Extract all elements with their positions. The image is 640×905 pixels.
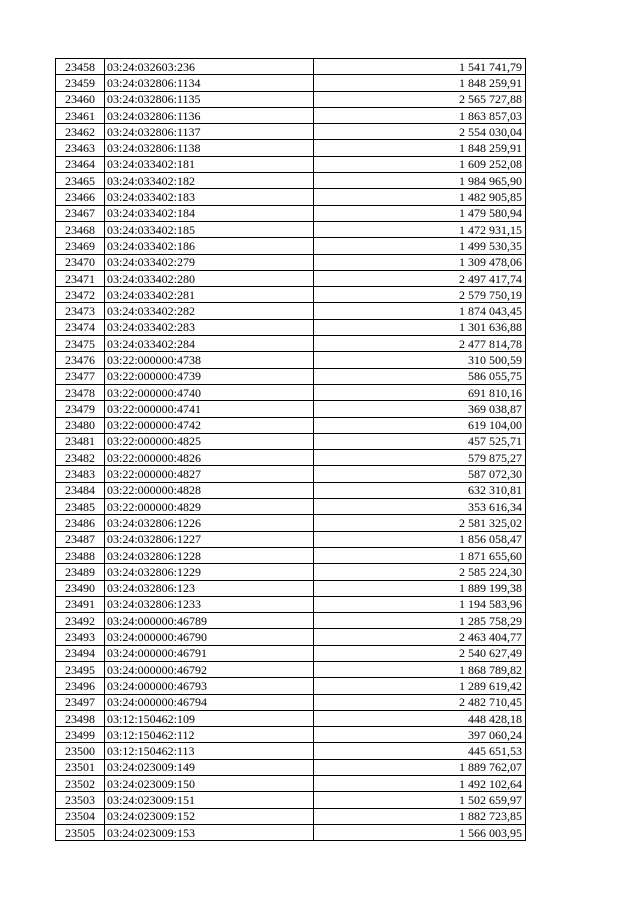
cadastral-value: 1 309 478,06: [314, 254, 526, 270]
cadastral-value: 1 889 199,38: [314, 580, 526, 596]
cadastral-value: 1 541 741,79: [314, 59, 526, 75]
table-row: [56, 694, 526, 710]
row-number: 23461: [56, 107, 105, 123]
table-row: [56, 743, 526, 759]
cadastral-value: 1 856 058,47: [314, 531, 526, 547]
table-row: [56, 776, 526, 792]
cadastral-value: 1 848 259,91: [314, 140, 526, 156]
cadastral-value: 2 463 404,77: [314, 629, 526, 645]
table-row: [56, 564, 526, 580]
cadastral-number: 03:24:033402:183: [105, 189, 314, 205]
cadastral-value: 2 579 750,19: [314, 287, 526, 303]
row-number: 23489: [56, 564, 105, 580]
row-number: 23493: [56, 629, 105, 645]
cadastral-number: 03:24:032806:1138: [105, 140, 314, 156]
cadastral-value: 2 585 224,30: [314, 564, 526, 580]
row-number: 23478: [56, 384, 105, 400]
cadastral-number: 03:24:000000:46789: [105, 613, 314, 629]
row-number: 23481: [56, 433, 105, 449]
cadastral-number: 03:24:023009:149: [105, 759, 314, 775]
table-row: [56, 808, 526, 824]
cadastral-number: 03:22:000000:4828: [105, 482, 314, 498]
row-number: 23460: [56, 91, 105, 107]
row-number: 23494: [56, 645, 105, 661]
table-row: [56, 140, 526, 156]
cadastral-number: 03:12:150462:112: [105, 727, 314, 743]
table-row: [56, 173, 526, 189]
row-number: 23467: [56, 205, 105, 221]
cadastral-value: 397 060,24: [314, 727, 526, 743]
cadastral-number: 03:24:032806:1229: [105, 564, 314, 580]
cadastral-number: 03:24:023009:152: [105, 808, 314, 824]
cadastral-value: 1 863 857,03: [314, 107, 526, 123]
row-number: 23499: [56, 727, 105, 743]
cadastral-value: 1 289 619,42: [314, 678, 526, 694]
cadastral-number: 03:24:032806:1136: [105, 107, 314, 123]
row-number: 23498: [56, 710, 105, 726]
table-row: [56, 547, 526, 563]
row-number: 23459: [56, 75, 105, 91]
table-row: [56, 727, 526, 743]
cadastral-number: 03:24:032806:1137: [105, 124, 314, 140]
cadastral-number: 03:22:000000:4827: [105, 466, 314, 482]
cadastral-value: 1 609 252,08: [314, 156, 526, 172]
row-number: 23502: [56, 776, 105, 792]
row-number: 23485: [56, 499, 105, 515]
cadastral-value: 448 428,18: [314, 710, 526, 726]
table-row: [56, 189, 526, 205]
row-number: 23497: [56, 694, 105, 710]
cadastral-value: 1 882 723,85: [314, 808, 526, 824]
cadastral-number: 03:24:032806:1233: [105, 596, 314, 612]
row-number: 23468: [56, 221, 105, 237]
cadastral-number: 03:12:150462:113: [105, 743, 314, 759]
table-row: [56, 303, 526, 319]
row-number: 23491: [56, 596, 105, 612]
cadastral-value: 587 072,30: [314, 466, 526, 482]
cadastral-number: 03:24:000000:46792: [105, 661, 314, 677]
table-row: [56, 417, 526, 433]
cadastral-value: 1 502 659,97: [314, 792, 526, 808]
table-row: [56, 661, 526, 677]
row-number: 23482: [56, 450, 105, 466]
cadastral-value: 310 500,59: [314, 352, 526, 368]
cadastral-number: 03:24:032806:1135: [105, 91, 314, 107]
cadastral-number: 03:22:000000:4742: [105, 417, 314, 433]
cadastral-value: 1 479 580,94: [314, 205, 526, 221]
table-row: [56, 759, 526, 775]
cadastral-number: 03:24:032806:1134: [105, 75, 314, 91]
cadastral-value: 2 540 627,49: [314, 645, 526, 661]
cadastral-value: 1 285 758,29: [314, 613, 526, 629]
table-row: [56, 238, 526, 254]
cadastral-number: 03:24:033402:279: [105, 254, 314, 270]
table-row: [56, 515, 526, 531]
table-body: [56, 59, 526, 841]
cadastral-value: 1 889 762,07: [314, 759, 526, 775]
row-number: 23476: [56, 352, 105, 368]
cadastral-number: 03:24:000000:46791: [105, 645, 314, 661]
row-number: 23469: [56, 238, 105, 254]
table-row: [56, 629, 526, 645]
cadastral-number: 03:24:033402:280: [105, 270, 314, 286]
cadastral-value: 1 871 655,60: [314, 547, 526, 563]
table-row: [56, 287, 526, 303]
row-number: 23477: [56, 368, 105, 384]
table-row: [56, 792, 526, 808]
cadastral-value: 2 554 030,04: [314, 124, 526, 140]
row-number: 23458: [56, 59, 105, 75]
cadastral-number: 03:24:033402:282: [105, 303, 314, 319]
row-number: 23465: [56, 173, 105, 189]
cadastral-value: 691 810,16: [314, 384, 526, 400]
cadastral-number: 03:22:000000:4739: [105, 368, 314, 384]
table-row: [56, 678, 526, 694]
table-row: [56, 107, 526, 123]
cadastral-value: 1 984 965,90: [314, 173, 526, 189]
table-row: [56, 499, 526, 515]
row-number: 23488: [56, 547, 105, 563]
row-number: 23471: [56, 270, 105, 286]
table-row: [56, 450, 526, 466]
table-row: [56, 433, 526, 449]
cadastral-number: 03:24:033402:281: [105, 287, 314, 303]
cadastral-number: 03:22:000000:4740: [105, 384, 314, 400]
row-number: 23501: [56, 759, 105, 775]
row-number: 23495: [56, 661, 105, 677]
cadastral-value: 586 055,75: [314, 368, 526, 384]
cadastral-value: 632 310,81: [314, 482, 526, 498]
cadastral-value: 1 874 043,45: [314, 303, 526, 319]
cadastral-number: 03:24:032806:123: [105, 580, 314, 596]
cadastral-value: 1 472 931,15: [314, 221, 526, 237]
row-number: 23484: [56, 482, 105, 498]
cadastral-value: 579 875,27: [314, 450, 526, 466]
cadastral-value: 2 497 417,74: [314, 270, 526, 286]
cadastral-number: 03:24:032806:1227: [105, 531, 314, 547]
row-number: 23505: [56, 824, 105, 840]
cadastral-number: 03:24:033402:181: [105, 156, 314, 172]
table-row: [56, 384, 526, 400]
table-row: [56, 580, 526, 596]
table-row: [56, 824, 526, 840]
cadastral-number: 03:24:032806:1226: [105, 515, 314, 531]
table-row: [56, 645, 526, 661]
cadastral-number: 03:22:000000:4826: [105, 450, 314, 466]
table-row: [56, 59, 526, 75]
table-row: [56, 466, 526, 482]
cadastral-number: 03:24:000000:46790: [105, 629, 314, 645]
row-number: 23479: [56, 401, 105, 417]
row-number: 23490: [56, 580, 105, 596]
cadastral-number: 03:24:023009:151: [105, 792, 314, 808]
table-row: [56, 156, 526, 172]
table-row: [56, 75, 526, 91]
cadastral-value: 1 566 003,95: [314, 824, 526, 840]
cadastral-value: 1 492 102,64: [314, 776, 526, 792]
row-number: 23487: [56, 531, 105, 547]
cadastral-number: 03:24:023009:150: [105, 776, 314, 792]
table-row: [56, 482, 526, 498]
row-number: 23474: [56, 319, 105, 335]
cadastral-value: 2 565 727,88: [314, 91, 526, 107]
row-number: 23504: [56, 808, 105, 824]
cadastral-number: 03:24:033402:185: [105, 221, 314, 237]
cadastral-number: 03:24:033402:182: [105, 173, 314, 189]
cadastral-value: 1 868 789,82: [314, 661, 526, 677]
cadastral-number: 03:24:000000:46794: [105, 694, 314, 710]
row-number: 23463: [56, 140, 105, 156]
cadastral-number: 03:22:000000:4825: [105, 433, 314, 449]
row-number: 23472: [56, 287, 105, 303]
cadastral-number: 03:24:033402:186: [105, 238, 314, 254]
cadastral-value: 1 848 259,91: [314, 75, 526, 91]
row-number: 23466: [56, 189, 105, 205]
row-number: 23496: [56, 678, 105, 694]
row-number: 23462: [56, 124, 105, 140]
cadastral-value: 1 301 636,88: [314, 319, 526, 335]
table-row: [56, 401, 526, 417]
table-row: [56, 336, 526, 352]
row-number: 23500: [56, 743, 105, 759]
row-number: 23486: [56, 515, 105, 531]
cadastral-number: 03:22:000000:4741: [105, 401, 314, 417]
table-row: [56, 531, 526, 547]
cadastral-value: 1 482 905,85: [314, 189, 526, 205]
cadastral-value: 445 651,53: [314, 743, 526, 759]
cadastral-number: 03:24:033402:284: [105, 336, 314, 352]
cadastral-value: 619 104,00: [314, 417, 526, 433]
cadastral-value: 1 499 530,35: [314, 238, 526, 254]
table-row: [56, 91, 526, 107]
row-number: 23503: [56, 792, 105, 808]
row-number: 23480: [56, 417, 105, 433]
row-number: 23475: [56, 336, 105, 352]
cadastral-value: 2 477 814,78: [314, 336, 526, 352]
cadastral-value-table: [55, 58, 526, 841]
cadastral-number: 03:22:000000:4829: [105, 499, 314, 515]
row-number: 23464: [56, 156, 105, 172]
table-row: [56, 352, 526, 368]
table-row: [56, 710, 526, 726]
table-row: [56, 319, 526, 335]
cadastral-number: 03:24:032806:1228: [105, 547, 314, 563]
table-row: [56, 596, 526, 612]
cadastral-number: 03:24:033402:184: [105, 205, 314, 221]
row-number: 23473: [56, 303, 105, 319]
cadastral-number: 03:12:150462:109: [105, 710, 314, 726]
table-row: [56, 613, 526, 629]
cadastral-number: 03:22:000000:4738: [105, 352, 314, 368]
row-number: 23470: [56, 254, 105, 270]
table-row: [56, 270, 526, 286]
cadastral-number: 03:24:023009:153: [105, 824, 314, 840]
cadastral-value: 1 194 583,96: [314, 596, 526, 612]
row-number: 23492: [56, 613, 105, 629]
cadastral-value: 2 482 710,45: [314, 694, 526, 710]
row-number: 23483: [56, 466, 105, 482]
table-row: [56, 221, 526, 237]
table-row: [56, 254, 526, 270]
cadastral-number: 03:24:032603:236: [105, 59, 314, 75]
cadastral-number: 03:24:033402:283: [105, 319, 314, 335]
cadastral-value: 369 038,87: [314, 401, 526, 417]
table-row: [56, 368, 526, 384]
cadastral-value: 2 581 325,02: [314, 515, 526, 531]
cadastral-number: 03:24:000000:46793: [105, 678, 314, 694]
table-row: [56, 124, 526, 140]
table-row: [56, 205, 526, 221]
cadastral-value: 353 616,34: [314, 499, 526, 515]
cadastral-value: 457 525,71: [314, 433, 526, 449]
